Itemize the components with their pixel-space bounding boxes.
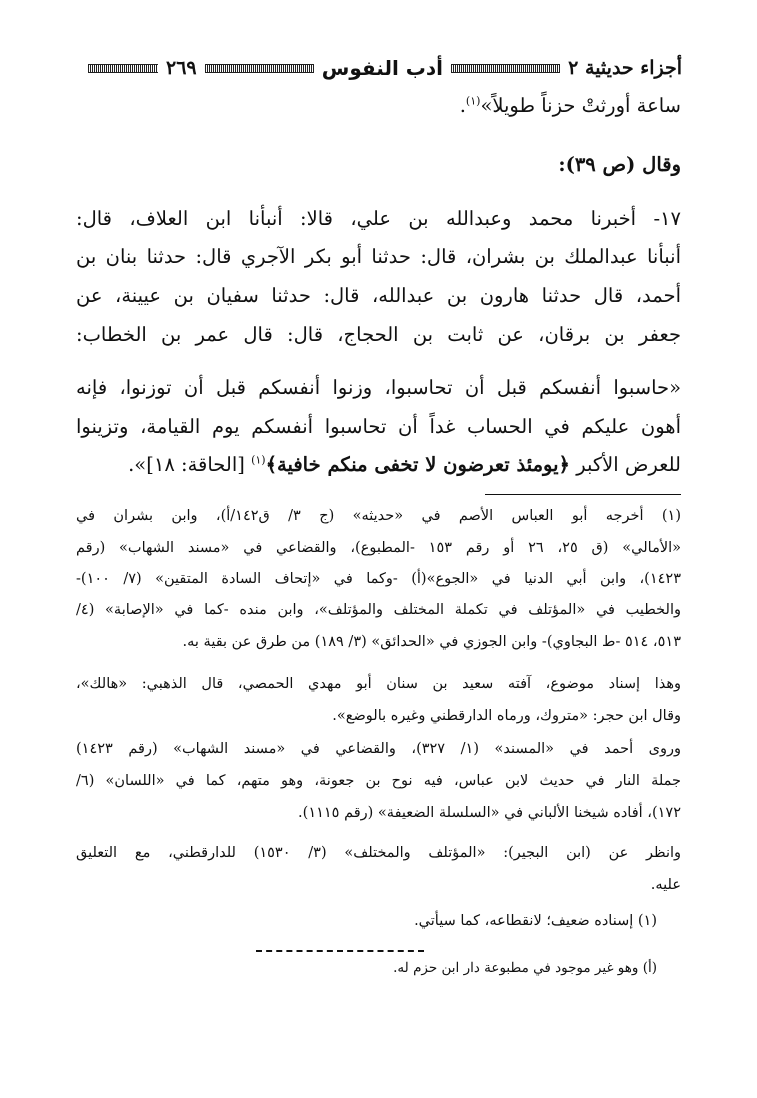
isnad-line: جعفر بن برقان، عن ثابت بن الحجاج، قال: قال عمر بن الخطاب: xyxy=(76,323,681,346)
footnote-line: وروى أحمد في «المسند» (١/ ٣٢٧)، والقضاعي في «مسند الشهاب» (رقم ١٤٢٣) xyxy=(76,741,682,757)
text-line: ساعة أورثتْ حزناً طويلاً»$^{(١)}$. xyxy=(459,94,681,117)
header-rule xyxy=(88,64,158,73)
footnote-line: (١) أخرجه أبو العباس الأصم في «حديثه» (ج ٣/ ق١٤٢/أ)، وابن بشران في xyxy=(76,508,681,524)
quran-verse: ﴿يومئذ تعرضون لا تخفى منكم خافية﴾ xyxy=(265,453,570,476)
footnote-separator xyxy=(485,494,681,495)
footnote-line: ١٧٢)، أفاده شيخنا الألباني في «السلسلة الضعيفة» (رقم ١١١٥). xyxy=(298,805,681,821)
page-number: ٢٦٩ xyxy=(165,57,197,79)
footnote-line: «الأمالي» (ق ٢٥، ٢٦ أو رقم ١٥٣ -المطبوع)، والقضاعي في «مسند الشهاب» (رقم xyxy=(76,540,682,556)
footnote-ref: (١) xyxy=(465,94,481,108)
section-heading: وقال (ص ٣٩): xyxy=(558,153,681,176)
isnad-line: أنبأنا عبدالملك بن بشران، قال: حدثنا أبو بكر الآجري قال: حدثنا بنان بن xyxy=(76,245,681,268)
isnad-line: ١٧- أخبرنا محمد وعبدالله بن علي، قالا: أنبأنا ابن العلاف، قال: xyxy=(76,207,681,230)
footnote-ref: (١) xyxy=(251,453,266,467)
footnote-line: وقال ابن حجر: «متروك، ورماه الدارقطني وغيره بالوضع». xyxy=(332,708,681,724)
footnote-line: جملة النار في حديث لابن عباس، فيه نوح بن جعونة، وهو متهم، كما في «اللسان» (٦/ xyxy=(76,773,681,789)
header-rule xyxy=(451,64,560,73)
footnote-line: وهذا إسناد موضوع، آفته سعيد بن سنان أبو مهدي الحمصي، قال الذهبي: «هالك»، xyxy=(76,676,681,692)
footnote-line: ٥١٣، ٥١٤ -ط البجاوي)- وابن الجوزي في «الحدائق» (٣/ ١٨٩) من طرق عن بقية به. xyxy=(182,634,681,650)
footnote-line: (١) إسناده ضعيف؛ لانقطاعه، كما سيأتي. xyxy=(414,913,657,929)
footnote-line: والخطيب في «المؤتلف في تكملة المختلف والمؤتلف»، وابن منده -كما في «الإصابة» (٤/ xyxy=(76,602,681,618)
matn-line: أهون عليكم في الحساب غداً أن تحاسبوا أنفسكم يوم القيامة، وتزينوا xyxy=(76,415,681,438)
footnote-line: ١٤٢٣)، وابن أبي الدنيا في «الجوع»(أ) -وكما في «إتحاف السادة المتقين» (٧/ ١٠٠)- xyxy=(76,571,682,587)
footnote-line: (أ) وهو غير موجود في مطبوعة دار ابن حزم له. xyxy=(393,960,657,976)
footnote-dashes xyxy=(256,950,424,952)
running-header xyxy=(80,52,682,84)
header-rule xyxy=(205,64,314,73)
footnote-line: عليه. xyxy=(650,877,681,893)
matn-line: «حاسبوا أنفسكم قبل أن تحاسبوا، وزنوا أنفسكم قبل أن توزنوا، فإنه xyxy=(76,376,681,399)
matn-line: للعرض الأكبر ﴿يومئذ تعرضون لا تخفى منكم خافية﴾$^{(١)}$ [الحاقة: ١٨]». xyxy=(128,453,681,476)
book-title: أجزاء حديثية ٢ xyxy=(568,57,682,79)
isnad-line: أحمد، قال حدثنا هارون بن عبدالله، قال: حدثنا سفيان بن عيينة، عن xyxy=(76,284,681,307)
footnote-line: وانظر عن (ابن البجير): «المؤتلف والمختلف» (٣/ ١٥٣٠) للدارقطني، مع التعليق xyxy=(76,845,682,861)
section-title: أدب النفوس xyxy=(321,56,444,80)
